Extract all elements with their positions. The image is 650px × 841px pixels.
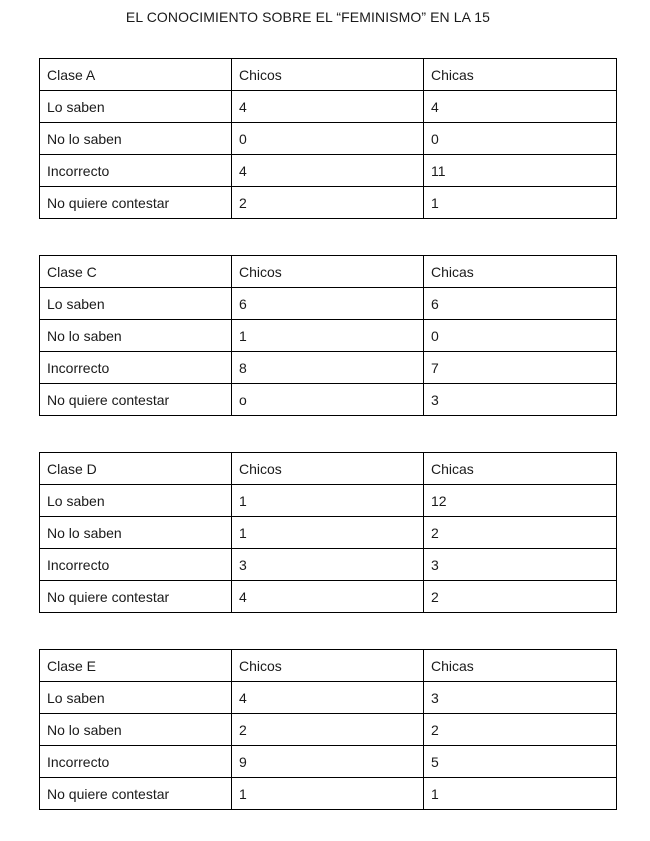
girls-header-cell: Chicas [424,59,617,91]
boys-value-cell: 4 [232,155,424,187]
table-row [40,384,617,416]
boys-header-cell: Chicos [232,59,424,91]
girls-value-cell: 4 [424,91,617,123]
row-label-cell: No lo saben [40,123,232,155]
girls-value-cell: 7 [424,352,617,384]
row-label-cell: No lo saben [40,517,232,549]
class-c-table [39,255,617,416]
boys-value-cell: 0 [232,123,424,155]
class-d-table [39,452,617,613]
girls-value-cell: 5 [424,746,617,778]
table-row [40,187,617,219]
table-header-row [40,650,617,682]
row-label-cell: No lo saben [40,714,232,746]
girls-value-cell: 11 [424,155,617,187]
table-row [40,517,617,549]
boys-value-cell: 6 [232,288,424,320]
girls-value-cell: 3 [424,549,617,581]
boys-header-cell: Chicos [232,256,424,288]
table-row [40,485,617,517]
girls-value-cell: 0 [424,320,617,352]
boys-value-cell: 8 [232,352,424,384]
girls-value-cell: 0 [424,123,617,155]
row-label-cell: Lo saben [40,288,232,320]
boys-header-cell: Chicos [232,453,424,485]
row-label-cell: Incorrecto [40,549,232,581]
table-row [40,155,617,187]
page-title: EL CONOCIMIENTO SOBRE EL “FEMINISMO” EN LA 15 [125,9,491,25]
girls-header-cell: Chicas [424,453,617,485]
boys-value-cell: 1 [232,517,424,549]
table-row [40,320,617,352]
boys-value-cell: 1 [232,485,424,517]
class-label-cell: Clase A [40,59,232,91]
girls-value-cell: 1 [424,187,617,219]
class-label-cell: Clase D [40,453,232,485]
class-a-table [39,58,617,219]
boys-value-cell: 2 [232,187,424,219]
row-label-cell: Incorrecto [40,746,232,778]
row-label-cell: Incorrecto [40,155,232,187]
table-row [40,778,617,810]
row-label-cell: No quiere contestar [40,187,232,219]
row-label-cell: No quiere contestar [40,384,232,416]
girls-value-cell: 2 [424,517,617,549]
table-row [40,123,617,155]
class-label-cell: Clase E [40,650,232,682]
boys-value-cell: 4 [232,581,424,613]
row-label-cell: Lo saben [40,682,232,714]
table-row [40,714,617,746]
table-row [40,549,617,581]
table-row [40,746,617,778]
girls-value-cell: 3 [424,682,617,714]
boys-value-cell: o [232,384,424,416]
boys-value-cell: 9 [232,746,424,778]
table-header-row [40,453,617,485]
boys-value-cell: 2 [232,714,424,746]
girls-value-cell: 1 [424,778,617,810]
table-header-row [40,59,617,91]
boys-value-cell: 4 [232,682,424,714]
girls-value-cell: 3 [424,384,617,416]
table-header-row [40,256,617,288]
girls-value-cell: 2 [424,581,617,613]
row-label-cell: No quiere contestar [40,778,232,810]
boys-value-cell: 3 [232,549,424,581]
table-row [40,682,617,714]
table-row [40,288,617,320]
girls-value-cell: 12 [424,485,617,517]
girls-header-cell: Chicas [424,256,617,288]
girls-value-cell: 6 [424,288,617,320]
row-label-cell: No quiere contestar [40,581,232,613]
row-label-cell: Lo saben [40,91,232,123]
class-label-cell: Clase C [40,256,232,288]
boys-value-cell: 1 [232,778,424,810]
girls-value-cell: 2 [424,714,617,746]
row-label-cell: No lo saben [40,320,232,352]
table-row [40,352,617,384]
table-row [40,581,617,613]
boys-value-cell: 4 [232,91,424,123]
boys-header-cell: Chicos [232,650,424,682]
table-row [40,91,617,123]
row-label-cell: Incorrecto [40,352,232,384]
row-label-cell: Lo saben [40,485,232,517]
girls-header-cell: Chicas [424,650,617,682]
boys-value-cell: 1 [232,320,424,352]
class-e-table [39,649,617,810]
